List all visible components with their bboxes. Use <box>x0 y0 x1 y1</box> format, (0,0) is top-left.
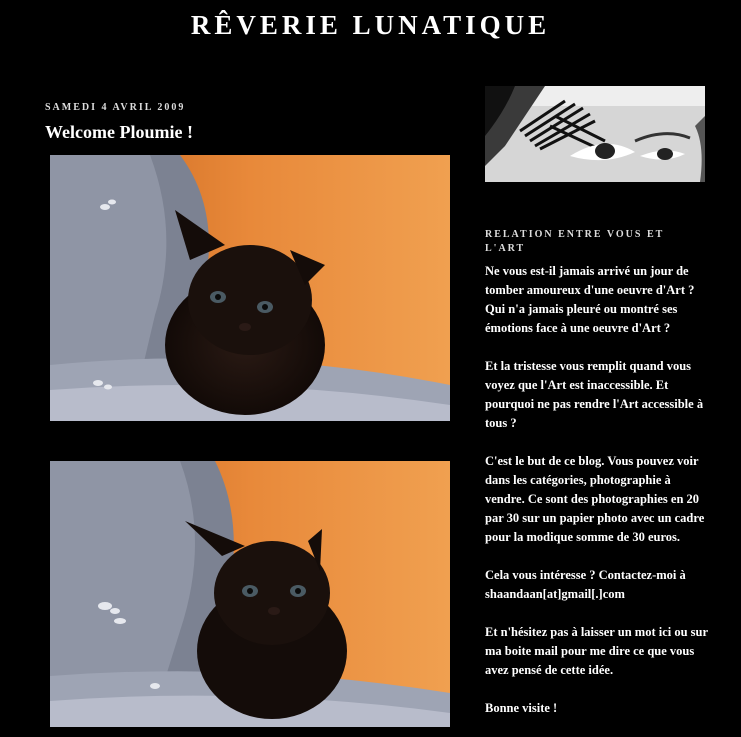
kitten-photo-1-image <box>50 155 450 421</box>
sidebar-paragraph: Bonne visite ! <box>485 701 558 715</box>
sidebar-paragraph: Cela vous intéresse ? Contactez-moi à shaandaan[at]gmail[.]com <box>485 568 686 601</box>
sidebar-paragraph: C'est le but de ce blog. Vous pouvez voir dans les catégories, photographie à vendre. Ce sont des photographies en 20 par 30 sur un papier photo avec un cadre pour la modique somme de 30 euros. <box>485 454 705 544</box>
post-title[interactable]: Welcome Ploumie ! <box>45 122 193 142</box>
post-date: SAMEDI 4 AVRIL 2009 <box>45 102 186 113</box>
sidebar-paragraph: Et n'hésitez pas à laisser un mot ici ou sur ma boite mail pour me dire ce que vous avez pensé de cette idée. <box>485 625 708 677</box>
sidebar-eye-photo[interactable] <box>485 86 705 182</box>
sidebar-eye-photo-image <box>485 86 705 182</box>
blog-title[interactable]: RÊVERIE LUNATIQUE <box>190 10 551 40</box>
sidebar-widget-text <box>485 262 710 737</box>
sidebar-widget-heading: RELATION ENTRE VOUS ET L'ART <box>485 229 665 254</box>
sidebar-paragraph: Et la tristesse vous remplit quand vous voyez que l'Art est inaccessible. Et pourquoi ne pas rendre l'Art accessible à tous ? <box>485 359 704 430</box>
sidebar-paragraph: Ne vous est-il jamais arrivé un jour de tomber amoureux d'une oeuvre d'Art ? Qui n'a jamais pleuré ou montré ses émotions face à une oeuvre d'Art ? <box>485 264 695 335</box>
kitten-photo-2[interactable] <box>50 461 450 727</box>
kitten-photo-1[interactable] <box>50 155 450 421</box>
kitten-photo-2-image <box>50 461 450 727</box>
